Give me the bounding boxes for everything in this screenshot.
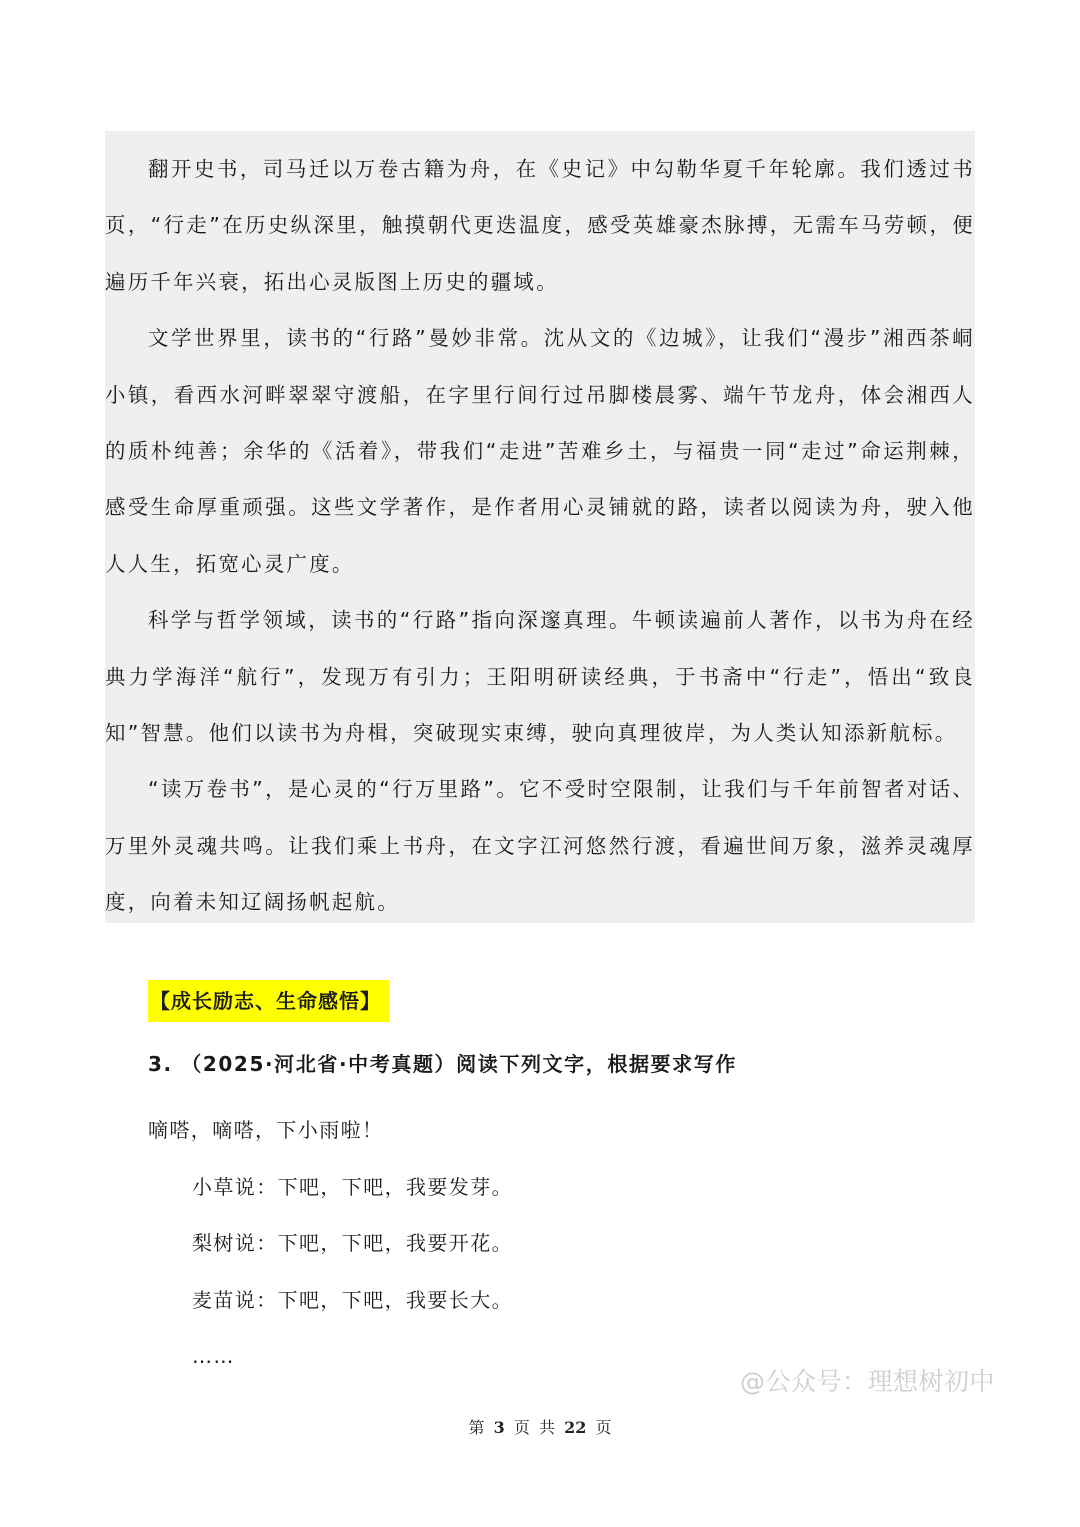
footer-prefix: 第 [468,1418,485,1437]
poem-line: 麦苗说：下吧，下吧，我要长大。 [192,1287,513,1312]
question-number: 3. [148,1052,173,1076]
page-footer [0,1416,1080,1440]
poem-line: 小草说：下吧，下吧，我要发芽。 [192,1174,513,1199]
question-heading [148,1046,737,1082]
current-page-number: 3 [493,1418,505,1437]
essay-paragraph: 科学与哲学领域，读书的“行路”指向深邃真理。牛顿读遍前人著作，以书为舟在经典力学海洋“航行”，发现万有引力；王阳明研读经典，于书斋中“行走”，悟出“致良知”智慧。他们以读书为舟楫，突破现实束缚，驶向真理彼岸，为人类认知添新航标。 [105,608,975,746]
footer-suffix: 页 [595,1418,612,1437]
poem-intro: 嘀嗒，嘀嗒，下小雨啦！ [148,1118,384,1142]
question-source: （2025·河北省·中考真题） [181,1052,457,1076]
total-pages-number: 22 [564,1418,587,1437]
footer-mid: 页 共 [513,1418,555,1437]
poem-ellipsis: …… [192,1344,235,1368]
essay-excerpt-box [105,131,975,923]
essay-paragraph: 翻开史书，司马迁以万卷古籍为舟，在《史记》中勾勒华夏千年轮廓。我们透过书页，“行走”在历史纵深里，触摸朝代更迭温度，感受英雄豪杰脉搏，无需车马劳顿，便遍历千年兴衰，拓出心灵版图上历史的疆域。 [105,157,975,294]
watermark: @公众号：理想树初中 [740,1367,996,1396]
section-tag-highlight: 【成长励志、生命感悟】 [148,980,389,1022]
essay-paragraph: “读万卷书”，是心灵的“行万里路”。它不受时空限制，让我们与千年前智者对话、万里外灵魂共鸣。让我们乘上书舟，在文字江河悠然行渡，看遍世间万象，滋养灵魂厚度，向着未知辽阔扬帆起航。 [105,777,975,915]
essay-paragraph: 文学世界里，读书的“行路”曼妙非常。沈从文的《边城》，让我们“漫步”湘西茶峒小镇，看西水河畔翠翠守渡船，在字里行间行过吊脚楼晨雾、端午节龙舟，体会湘西人的质朴纯善；余华的《活着》，带我们“走进”苦难乡土，与福贵一同“走过”命运荆棘，感受生命厚重顽强。这些文学著作，是作者用心灵铺就的路，读者以阅读为舟，驶入他人人生，拓宽心灵广度。 [105,326,975,576]
poem-line: 梨树说：下吧，下吧，我要开花。 [192,1231,513,1255]
prompt-poem [148,1102,513,1385]
question-instruction: 阅读下列文字，根据要求写作 [456,1052,737,1076]
